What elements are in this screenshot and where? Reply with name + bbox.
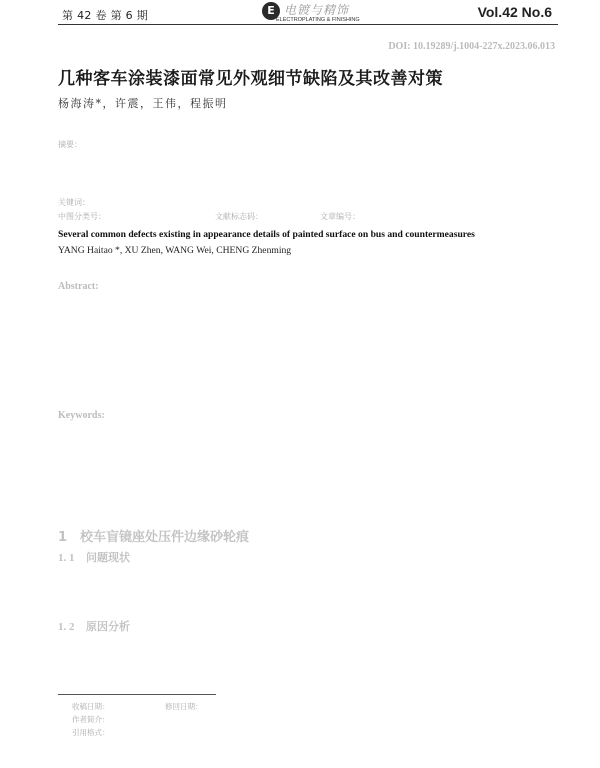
issue-number-cn: 第 42 卷 第 6 期 <box>62 9 149 22</box>
section-title: 校车盲镜座处压件边缘砂轮痕 <box>80 530 250 545</box>
subsection-number: 1. 1 <box>58 552 75 564</box>
logo-mark-icon: E <box>262 2 280 20</box>
subsection-number: 1. 2 <box>58 621 75 633</box>
volume-number-en: Vol.42 No.6 <box>477 4 552 20</box>
subsection-title: 问题现状 <box>86 551 130 564</box>
revised-date-label: 修回日期： <box>165 702 203 711</box>
abstract-en-label: Abstract: <box>58 281 99 292</box>
header-divider <box>58 24 558 25</box>
section-number: 1 <box>58 530 68 545</box>
subsection-heading-1-2 <box>58 618 130 634</box>
keywords-cn-label: 关键词： <box>58 198 90 207</box>
authors-en: YANG Haitao *, XU Zhen, WANG Wei, CHENG Zhenming <box>58 245 292 256</box>
paper-title-en: Several common defects existing in appearance details of painted surface on bus and countermeasures <box>58 229 475 240</box>
received-date-label: 收稿日期： <box>72 702 110 711</box>
logo-title-cn: 电镀与精饰 <box>284 3 350 17</box>
section-heading-1 <box>58 526 249 545</box>
doi: DOI: 10.19289/j.1004-227x.2023.06.013 <box>388 41 555 52</box>
clc-number-label: 中图分类号： <box>58 212 106 221</box>
author-bio-label: 作者简介： <box>72 715 110 724</box>
document-code-label: 文献标志码： <box>215 212 263 221</box>
subsection-title: 原因分析 <box>86 620 130 633</box>
footnote-divider <box>58 694 216 695</box>
paper-title-cn: 几种客车涂装漆面常见外观细节缺陷及其改善对策 <box>58 69 443 89</box>
authors-cn: 杨海涛*，许震，王伟，程振明 <box>58 97 228 110</box>
keywords-en-label: Keywords: <box>58 410 105 421</box>
abstract-cn-label: 摘要： <box>58 140 82 149</box>
article-id-label: 文章编号： <box>320 212 360 221</box>
journal-logo <box>262 2 360 26</box>
logo-title-en: ELECTROPLATING & FINISHING <box>276 17 360 23</box>
subsection-heading-1-1 <box>58 549 130 565</box>
citation-format-label: 引用格式： <box>72 728 110 737</box>
